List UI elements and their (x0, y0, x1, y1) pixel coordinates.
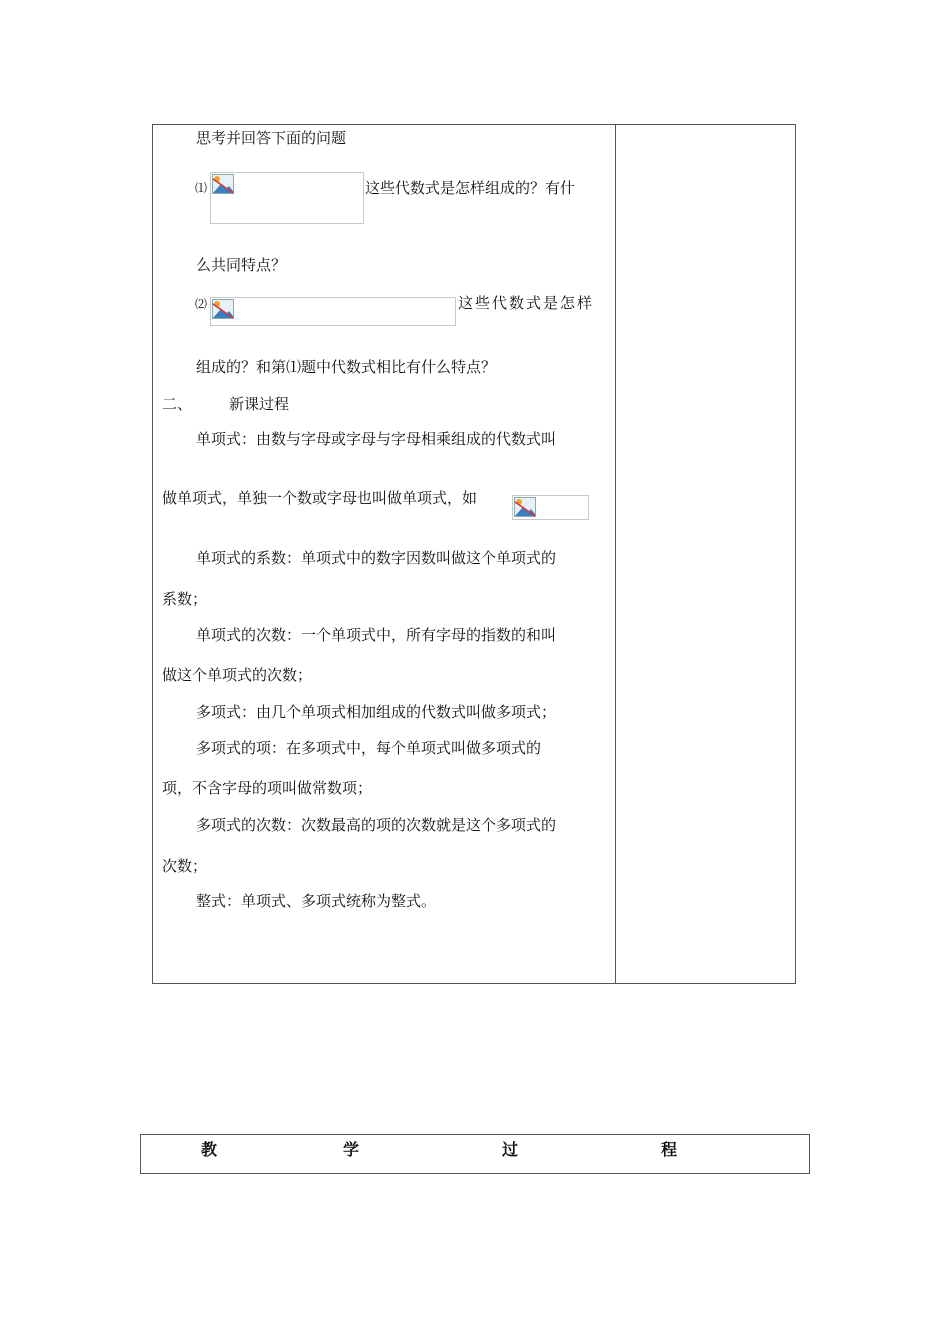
definition-degree-a: 单项式的次数：一个单项式中，所有字母的指数的和叫 (196, 626, 557, 644)
definition-poly-degree-b: 次数； (162, 857, 208, 875)
definition-degree-b: 做这个单项式的次数； (162, 666, 313, 684)
expression-image-2 (210, 297, 456, 326)
definition-term-b: 项，不含字母的项叫做常数项； (162, 779, 373, 797)
expression-image-1 (210, 172, 364, 224)
section-heading-title: 新课过程 (229, 395, 290, 413)
question-2-text-a: 这些代数式是怎样 (458, 294, 595, 312)
question-1-text-b: 么共同特点？ (196, 256, 287, 274)
question-1-text-a: 这些代数式是怎样组成的？有什 (365, 179, 576, 197)
header-cell-1: 教 (201, 1140, 218, 1159)
broken-image-icon (212, 174, 234, 194)
definition-monomial-b: 做单项式，单独一个数或字母也叫做单项式，如 (162, 489, 478, 507)
definition-integral-expression: 整式：单项式、多项式统称为整式。 (196, 892, 437, 910)
teaching-process-table (140, 1134, 810, 1174)
monomial-example-image (512, 495, 589, 520)
broken-image-icon (212, 299, 234, 319)
definition-term-a: 多项式的项：在多项式中，每个单项式叫做多项式的 (196, 739, 542, 757)
header-cell-2: 学 (343, 1140, 360, 1159)
header-cell-3: 过 (502, 1140, 519, 1159)
broken-image-icon (514, 497, 536, 517)
question-2-text-b: 组成的？和第⑴题中代数式相比有什么特点？ (196, 358, 497, 376)
definition-monomial-a: 单项式：由数与字母或字母与字母相乘组成的代数式叫 (196, 430, 557, 448)
intro-text: 思考并回答下面的问题 (196, 129, 347, 147)
definition-polynomial: 多项式：由几个单项式相加组成的代数式叫做多项式； (196, 703, 557, 721)
definition-poly-degree-a: 多项式的次数：次数最高的项的次数就是这个多项式的 (196, 816, 557, 834)
header-cell-4: 程 (661, 1140, 678, 1159)
definition-coefficient-a: 单项式的系数：单项式中的数字因数叫做这个单项式的 (196, 549, 557, 567)
definition-coefficient-b: 系数； (162, 590, 208, 608)
question-1-number: ⑴ (195, 181, 208, 195)
section-heading-number: 二、 (162, 395, 193, 413)
question-2-number: ⑵ (195, 297, 208, 311)
column-divider (615, 125, 616, 983)
